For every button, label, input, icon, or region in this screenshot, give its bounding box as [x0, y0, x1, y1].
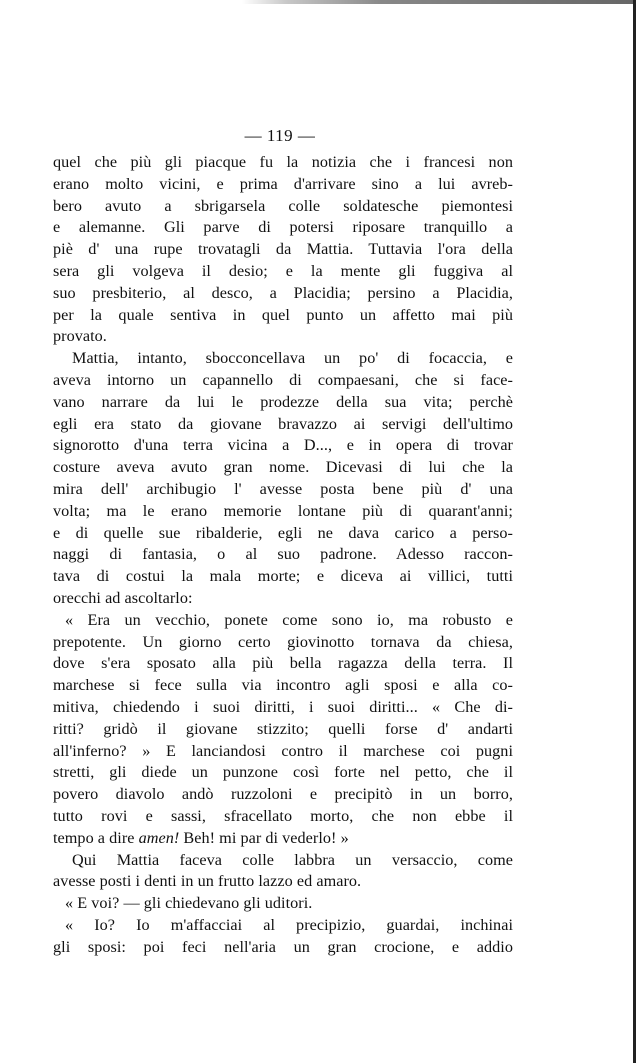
text-line: tava di costui la mala morte; e diceva ai villici, tutti	[53, 567, 513, 586]
text-line: prepotente. Un giorno certo giovinotto tornava da chiesa,	[53, 632, 513, 651]
text-line: egli era stato da giovane bravazzo ai servigi dell'ultimo	[53, 414, 513, 433]
text-line: marchese si fece sulla via incontro agli sposi e alla co-	[53, 676, 513, 695]
text-line: orecchi ad ascoltarlo:	[53, 588, 193, 607]
text-line: sera gli volgeva il desio; e la mente gli fuggiva al	[53, 261, 513, 280]
text-line: costure aveva avuto gran nome. Dicevasi di lui che la	[53, 458, 513, 477]
text-span: Beh! mi par di vederlo! »	[179, 828, 349, 847]
text-line: mira dell' archibugio l' avesse posta bene più d' una	[53, 479, 513, 498]
page-number: — 119 —	[244, 126, 316, 145]
text-line: quel che più gli piacque fu la notizia che i francesi non	[53, 153, 513, 171]
text-span: tempo a dire	[53, 828, 139, 847]
text-line: aveva intorno un capannello di compaesani, che si face-	[53, 370, 513, 389]
text-line: vano narrare da lui le prodezze della sua vita; perchè	[53, 392, 513, 411]
text-line: avesse posti i denti in un frutto lazzo ed amaro.	[53, 872, 362, 891]
text-line: per la quale sentiva in quel punto un affetto mai più	[53, 305, 513, 324]
text-line: povero diavolo andò ruzzoloni e precipitò in un borro,	[53, 785, 513, 804]
text-line: erano molto vicini, e prima d'arrivare sino a lui avreb-	[53, 174, 513, 193]
text-line: stretti, gli diede un punzone così forte nel petto, che il	[53, 763, 513, 782]
text-line: « Io? Io m'affacciai al precipizio, guardai, inchinai	[65, 915, 513, 934]
italic-word: amen!	[138, 828, 180, 847]
text-line: dove s'era sposato alla più bella ragazza della terra. Il	[53, 654, 513, 673]
text-line: Mattia, intanto, sbocconcellava un po' di focaccia, e	[72, 349, 513, 368]
text-line: volta; ma le erano memorie lontane più di quarant'anni;	[53, 501, 513, 520]
page-top-edge	[0, 0, 636, 4]
text-line: e di quelle sue ribalderie, egli ne dava carico a perso-	[53, 523, 513, 542]
text-line: « Era un vecchio, ponete come sono io, ma robusto e	[65, 610, 513, 629]
text-line: ritti? gridò il giovane stizzito; quelli forse d' andarti	[53, 719, 513, 738]
text-line: bero avuto a sbrigarsela colle soldatesche piemontesi	[53, 196, 513, 215]
text-line	[53, 828, 513, 850]
text-line: all'inferno? » E lanciandosi contro il marchese coi pugni	[53, 741, 513, 760]
body-text	[53, 152, 513, 958]
text-line: suo presbiterio, al desco, a Placidia; persino a Placidia,	[53, 283, 513, 302]
text-line: naggi di fantasia, o al suo padrone. Adesso raccon-	[53, 545, 513, 564]
text-line: mitiva, chiedendo i suoi diritti, i suoi diritti... « Che di-	[53, 697, 513, 716]
text-line: tutto rovi e sassi, sfracellato morto, che non ebbe il	[53, 806, 513, 825]
text-line: piè d' una rupe trovatagli da Mattia. Tuttavia l'ora della	[53, 240, 513, 259]
text-line: signorotto d'una terra vicina a D..., e in opera di trovar	[53, 436, 513, 455]
text-line: provato.	[53, 327, 107, 346]
text-line: « E voi? — gli chiedevano gli uditori.	[65, 894, 313, 913]
text-line: e alemanne. Gli parve di potersi riposare tranquillo a	[53, 218, 513, 237]
text-line: Qui Mattia faceva colle labbra un versaccio, come	[72, 850, 513, 869]
text-line: gli sposi: poi feci nell'aria un gran crocione, e addio	[53, 937, 513, 956]
